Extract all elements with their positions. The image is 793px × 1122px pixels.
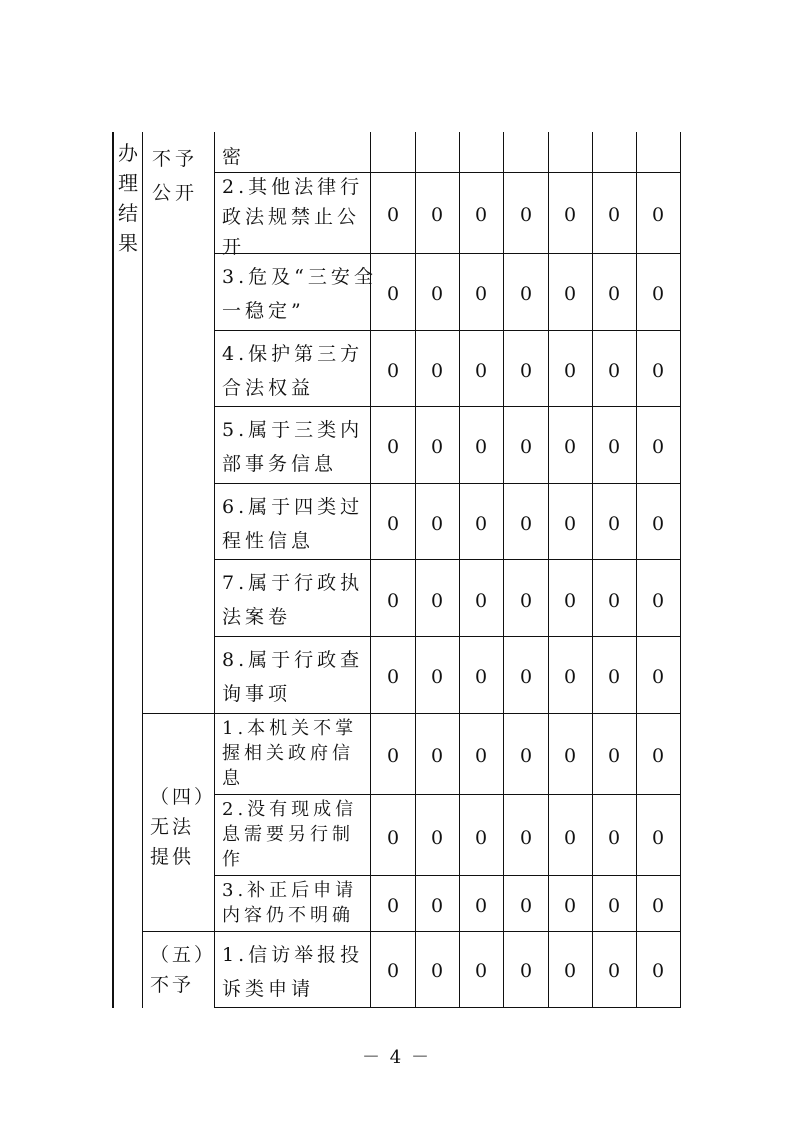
row-item-text [222, 337, 363, 405]
value-cell: 0 [386, 204, 400, 226]
row-item-text [222, 142, 245, 172]
value-cell: 0 [607, 513, 621, 535]
row-divider-group [142, 713, 681, 714]
row-text-line: 3.危及“三安全 [222, 266, 377, 288]
row-text-line: 8.属于行政查 [222, 649, 364, 671]
table-divider-col [548, 132, 549, 1008]
value-cell: 0 [430, 513, 444, 535]
value-cell: 0 [563, 204, 577, 226]
value-cell: 0 [607, 283, 621, 305]
value-cell: 0 [563, 590, 577, 612]
group-label-line: 无法 [150, 816, 195, 838]
value-cell: 0 [430, 204, 444, 226]
row-text-line: 握相关政府信 [222, 743, 354, 764]
value-cell: 0 [430, 590, 444, 612]
value-cell: 0 [519, 513, 533, 535]
table-divider-col [636, 132, 637, 1008]
section-label-char: 果 [118, 231, 138, 255]
value-cell: 0 [386, 745, 400, 767]
group-label-line: 不予 [152, 148, 199, 170]
value-cell: 0 [607, 895, 621, 917]
value-cell: 0 [386, 590, 400, 612]
row-text-line: 询事项 [222, 683, 292, 705]
value-cell: 0 [563, 666, 577, 688]
value-cell: 0 [607, 204, 621, 226]
value-cell: 0 [651, 827, 665, 849]
value-cell: 0 [519, 895, 533, 917]
value-cell: 0 [386, 960, 400, 982]
value-cell: 0 [563, 960, 577, 982]
row-text-line: 一稳定” [222, 300, 305, 322]
group-label-withhold [152, 142, 198, 210]
value-cell: 0 [474, 960, 488, 982]
row-text-line: 7.属于行政执 [222, 572, 364, 594]
row-text-line: 1.本机关不掌 [222, 718, 358, 739]
row-divider [214, 794, 681, 795]
value-cell: 0 [430, 360, 444, 382]
row-item-text [222, 566, 363, 634]
row-text-line: 2.其他法律行 [222, 176, 364, 198]
value-cell: 0 [519, 590, 533, 612]
table-divider-col [503, 132, 504, 1008]
row-item-text [222, 878, 357, 928]
row-text-line: 息需要另行制 [222, 824, 354, 845]
row-divider [214, 483, 681, 484]
value-cell: 0 [430, 666, 444, 688]
value-cell: 0 [474, 590, 488, 612]
row-text-line: 政法规禁止公 [222, 206, 361, 228]
group-label-line: 公开 [152, 182, 199, 204]
section-label-char: 理 [118, 171, 138, 195]
row-item-text [222, 413, 363, 481]
row-text-line: 4.保护第三方 [222, 343, 364, 365]
value-cell: 0 [474, 666, 488, 688]
value-cell: 0 [474, 513, 488, 535]
value-cell: 0 [519, 827, 533, 849]
row-text-line: 作 [222, 849, 244, 870]
row-item-text [222, 938, 363, 1006]
value-cell: 0 [519, 204, 533, 226]
table-border-left [112, 132, 114, 1008]
row-text-line: 5.属于三类内 [222, 419, 364, 441]
row-text-line: 3.补正后申请 [222, 880, 358, 901]
row-text-line: 诉类申请 [222, 978, 315, 1000]
value-cell: 0 [563, 827, 577, 849]
row-item-text [222, 172, 363, 262]
value-cell: 0 [474, 827, 488, 849]
value-cell: 0 [519, 360, 533, 382]
row-divider [214, 875, 681, 876]
group-label-line: 不予 [150, 974, 195, 996]
value-cell: 0 [430, 283, 444, 305]
value-cell: 0 [474, 283, 488, 305]
value-cell: 0 [651, 436, 665, 458]
value-cell: 0 [430, 960, 444, 982]
value-cell: 0 [386, 436, 400, 458]
row-item-text [222, 716, 357, 791]
value-cell: 0 [519, 436, 533, 458]
value-cell: 0 [519, 666, 533, 688]
row-text-line: 内容仍不明确 [222, 905, 354, 926]
value-cell: 0 [607, 436, 621, 458]
row-text-line: 合法权益 [222, 377, 315, 399]
group-label-line: 提供 [150, 846, 195, 868]
value-cell: 0 [651, 895, 665, 917]
group-label-unable [150, 782, 216, 872]
table-divider-group [214, 132, 215, 1008]
value-cell: 0 [607, 666, 621, 688]
table-divider-section [142, 132, 143, 1008]
table-divider-col [415, 132, 416, 1008]
value-cell: 0 [519, 745, 533, 767]
section-label-char: 结 [118, 201, 138, 225]
row-text-line: 2.没有现成信 [222, 799, 358, 820]
value-cell: 0 [651, 590, 665, 612]
value-cell: 0 [563, 513, 577, 535]
row-text-line: 开 [222, 236, 246, 258]
table-divider-col [592, 132, 593, 1008]
row-divider [214, 636, 681, 637]
table-bottom-border [214, 1007, 681, 1008]
value-cell: 0 [430, 827, 444, 849]
table-border-right [680, 132, 681, 1008]
value-cell: 0 [430, 745, 444, 767]
value-cell: 0 [386, 827, 400, 849]
row-item-text [222, 797, 357, 872]
group-label-line: （五） [150, 944, 217, 966]
value-cell: 0 [474, 895, 488, 917]
value-cell: 0 [563, 895, 577, 917]
row-item-text [222, 490, 363, 558]
value-cell: 0 [563, 360, 577, 382]
group-label-line: （四） [150, 786, 217, 808]
value-cell: 0 [474, 204, 488, 226]
row-divider [214, 406, 681, 407]
value-cell: 0 [607, 745, 621, 767]
row-item-text [222, 643, 363, 711]
value-cell: 0 [563, 283, 577, 305]
row-item-text [222, 260, 377, 328]
row-text-line: 法案卷 [222, 606, 292, 628]
table-divider-col [459, 132, 460, 1008]
row-text-line: 部事务信息 [222, 453, 338, 475]
value-cell: 0 [651, 960, 665, 982]
value-cell: 0 [519, 283, 533, 305]
value-cell: 0 [519, 960, 533, 982]
value-cell: 0 [651, 745, 665, 767]
row-text-line: 密 [222, 146, 246, 168]
row-divider-group [142, 931, 681, 932]
section-label-char: 办 [118, 141, 138, 165]
value-cell: 0 [430, 895, 444, 917]
value-cell: 0 [474, 360, 488, 382]
value-cell: 0 [607, 960, 621, 982]
value-cell: 0 [386, 360, 400, 382]
value-cell: 0 [651, 204, 665, 226]
value-cell: 0 [474, 745, 488, 767]
value-cell: 0 [651, 666, 665, 688]
row-text-line: 1.信访举报投 [222, 944, 364, 966]
value-cell: 0 [607, 827, 621, 849]
value-cell: 0 [474, 436, 488, 458]
row-divider [214, 559, 681, 560]
value-cell: 0 [607, 590, 621, 612]
value-cell: 0 [430, 436, 444, 458]
value-cell: 0 [563, 436, 577, 458]
value-cell: 0 [563, 745, 577, 767]
value-cell: 0 [651, 513, 665, 535]
page-number: － 4 － [362, 1047, 431, 1068]
row-text-line: 6.属于四类过 [222, 496, 364, 518]
value-cell: 0 [386, 513, 400, 535]
value-cell: 0 [386, 283, 400, 305]
row-text-line: 息 [222, 768, 244, 789]
value-cell: 0 [607, 360, 621, 382]
value-cell: 0 [651, 360, 665, 382]
group-label-not-processed [150, 940, 216, 1000]
row-divider [214, 330, 681, 331]
value-cell: 0 [386, 666, 400, 688]
section-label-result [115, 138, 141, 258]
value-cell: 0 [651, 283, 665, 305]
value-cell: 0 [386, 895, 400, 917]
row-text-line: 程性信息 [222, 530, 315, 552]
